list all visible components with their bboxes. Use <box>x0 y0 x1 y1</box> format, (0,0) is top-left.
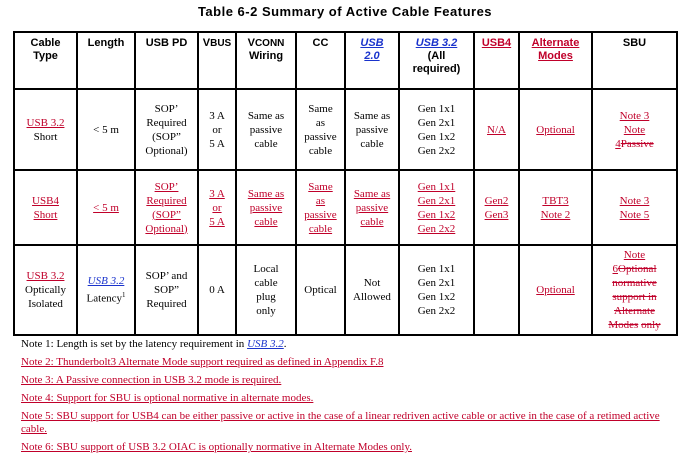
cell-alt-modes: TBT3 Note 2 <box>519 170 592 245</box>
cell-vconn: Same as passive cable <box>236 89 296 170</box>
cell-sbu: Note 6Optional normative support in Alternate Modes only <box>592 245 677 335</box>
cell-cable-type: USB 3.2 Optically Isolated <box>14 245 77 335</box>
notes-section <box>21 338 681 459</box>
cell-usb32: Gen 1x1 Gen 2x1 Gen 1x2 Gen 2x2 <box>399 89 474 170</box>
cell-vconn: Local cable plug only <box>236 245 296 335</box>
cell-usb32: Gen 1x1 Gen 2x1 Gen 1x2 Gen 2x2 <box>399 170 474 245</box>
cell-usb20: Same as passive cable <box>345 89 399 170</box>
cell-cable-type: USB 3.2 Short <box>14 89 77 170</box>
cell-cc: Optical <box>296 245 345 335</box>
header-cc: CC <box>296 32 345 89</box>
note-1: Note 1: Length is set by the latency requirement in USB 3.2. <box>21 338 287 350</box>
cell-length: USB 3.2 Latency$^1$ <box>77 245 135 335</box>
usb20-link[interactable]: USB <box>360 37 384 49</box>
header-row <box>14 32 677 89</box>
cell-cc: Same as passive cable <box>296 89 345 170</box>
cell-cc: Same as passive cable <box>296 170 345 245</box>
note-3: Note 3: A Passive connection in USB 3.2 mode is required. <box>21 374 282 386</box>
cell-usb4: Gen2 Gen3 <box>474 170 519 245</box>
cell-usb32: Gen 1x1 Gen 2x1 Gen 1x2 Gen 2x2 <box>399 245 474 335</box>
table-row <box>14 170 677 245</box>
cell-usb20: Not Allowed <box>345 245 399 335</box>
header-length: Length <box>77 32 135 89</box>
header-vconn-wiring: VCONN Wiring <box>236 32 296 89</box>
note-6: Note 6: SBU support of USB 3.2 OIAC is optionally normative in Alternate Modes only. <box>21 441 412 453</box>
cell-usb4: N/A <box>474 89 519 170</box>
active-cable-features-table <box>13 31 678 336</box>
cell-vbus: 3 A or 5 A <box>198 170 236 245</box>
header-usb-pd: USB PD <box>135 32 198 89</box>
header-alternate-modes: Alternate Modes <box>519 32 592 89</box>
cell-sbu: Note 3 Note 4Passive <box>592 89 677 170</box>
cell-usb-pd: SOP’ Required (SOP” Optional) <box>135 89 198 170</box>
cell-length: < 5 m <box>77 89 135 170</box>
cell-usb20: Same as passive cable <box>345 170 399 245</box>
usb32-latency-link[interactable]: USB 3.2 <box>87 275 125 288</box>
cell-usb-pd: SOP’ Required (SOP” Optional) <box>135 170 198 245</box>
table-row <box>14 245 677 335</box>
cell-usb4 <box>474 245 519 335</box>
header-vbus: VBUS <box>198 32 236 89</box>
cell-vbus: 0 A <box>198 245 236 335</box>
note-4: Note 4: Support for SBU is optional normative in alternate modes. <box>21 392 314 404</box>
table-title: Table 6-2 Summary of Active Cable Features <box>197 4 493 19</box>
cell-cable-type: USB4 Short <box>14 170 77 245</box>
header-usb32: USB 3.2 (All required) <box>399 32 474 89</box>
table-row <box>14 89 677 170</box>
cell-alt-modes: Optional <box>519 89 592 170</box>
header-sbu: SBU <box>592 32 677 89</box>
cell-vconn: Same as passive cable <box>236 170 296 245</box>
usb32-link[interactable]: USB 3.2 <box>415 37 458 49</box>
header-usb20: USB 2.0 <box>345 32 399 89</box>
note-5: Note 5: SBU support for USB4 can be either passive or active in the case of a linear redriven active cable or active in the case of a retimed active cable. <box>21 410 660 435</box>
cell-length: < 5 m <box>77 170 135 245</box>
cell-sbu: Note 3 Note 5 <box>592 170 677 245</box>
header-cable-type: Cable Type <box>14 32 77 89</box>
cell-vbus: 3 A or 5 A <box>198 89 236 170</box>
usb32-reference-link[interactable]: USB 3.2 <box>247 338 284 350</box>
cell-usb-pd: SOP’ and SOP” Required <box>135 245 198 335</box>
cell-alt-modes: Optional <box>519 245 592 335</box>
header-usb4: USB4 <box>474 32 519 89</box>
note-2: Note 2: Thunderbolt3 Alternate Mode support required as defined in Appendix F.8 <box>21 356 384 368</box>
